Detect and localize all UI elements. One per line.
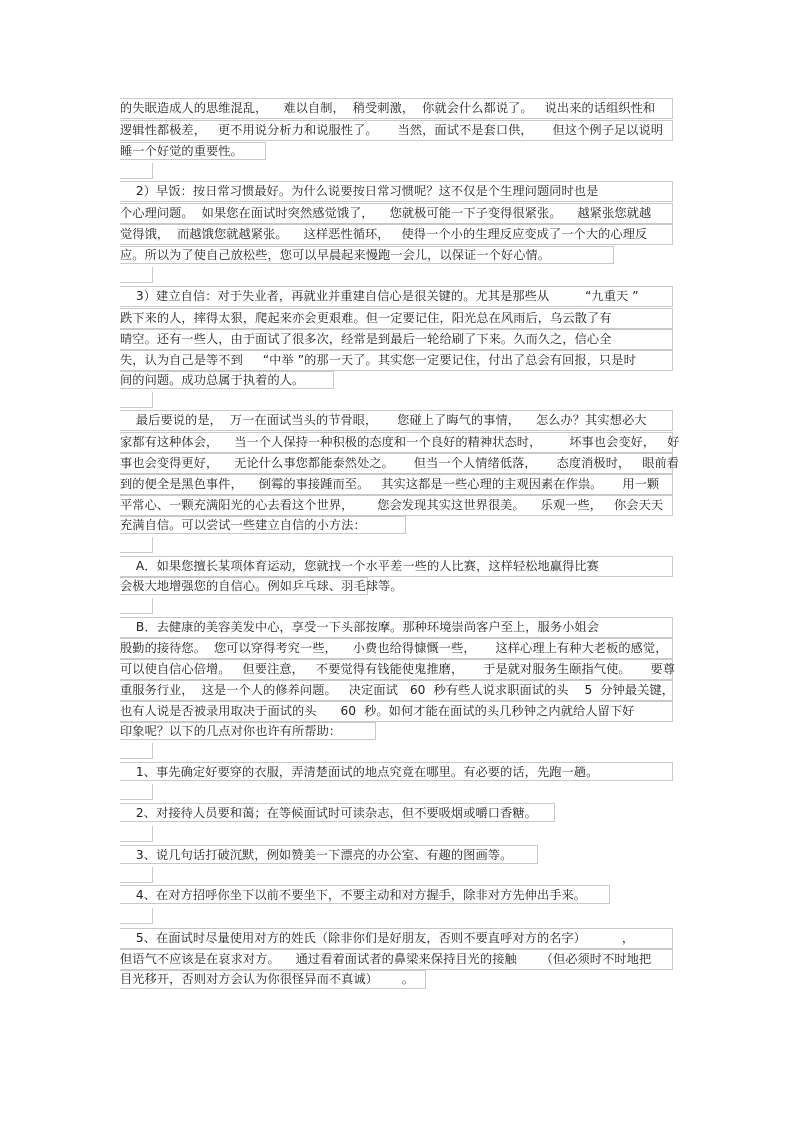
- paragraph-3-line-2: 跌下来的人，摔得太狠，爬起来亦会更艰难。但一定要记住，阳光总在风雨后，乌云散了有: [120, 311, 612, 325]
- paragraph-3-line-1: 3）建立自信：对于失业者，再就业并重建自信心是很关键的。尤其是那些从 “九重天 ”: [120, 289, 639, 303]
- paragraph-4-line-6: 充满自信。可以尝试一些建立自信的小方法：: [120, 518, 366, 532]
- blank-line-marker: [120, 908, 153, 924]
- blank-line-marker: [120, 598, 153, 614]
- paragraph-1-line-3: 睡一个好觉的重要性。: [120, 144, 243, 158]
- paragraph-2-line-4: 应。所以为了使自己放松些，您可以早晨起来慢跑一会儿，以保证一个好心情。: [120, 248, 551, 262]
- blank-line-marker: [120, 267, 153, 283]
- paragraph-3-line-4: 失，认为自己是等不到 “中举 ”的那一天了。其实您一定要记住，付出了总会有回报，只是时: [120, 353, 636, 367]
- paragraph-b-line-4: 重服务行业， 这是一个人的修养问题。 决定面试 60 秒有些人说求职面试的头 5 分钟最关键，: [120, 683, 675, 697]
- blank-line-marker: [120, 867, 153, 883]
- paragraph-2-line-3: 觉得饿， 而越饿您就越紧张。 这样恶性循环， 使得一个小的生理反应变成了一个大的心理反: [120, 227, 648, 241]
- blank-line-marker: [120, 826, 153, 842]
- item-2-text: 2、对接待人员要和蔼；在等候面试时可读杂志，但不要吸烟或嚼口香糖。: [120, 806, 537, 820]
- paragraph-2-line-1: 2）早饭：按日常习惯最好。为什么说要按日常习惯呢？这不仅是个生理问题同时也是: [120, 184, 599, 198]
- paragraph-2-line-2: 个心理问题。 如果您在面试时突然感觉饿了， 您就极可能一下子变得很紧张。 越紧张您就越: [120, 206, 652, 220]
- paragraph-b-line-3: 可以使自信心倍增。 但要注意， 不要觉得有钱能使鬼推磨， 于是就对服务生颐指气使。 要尊: [120, 662, 676, 676]
- paragraph-4-line-4: 到的便全是黑色事件， 倒霉的事接踵而至。 其实这都是一些心理的主观因素在作祟。 用一颗: [120, 477, 660, 491]
- item-3-text: 3、说几句话打破沉默，例如赞美一下漂亮的办公室、有趣的图画等。: [120, 848, 513, 862]
- blank-line-marker: [120, 392, 153, 408]
- item-5-line-3: 目光移开，否则对方会认为你很怪异而不真诚） 。: [120, 972, 415, 986]
- paragraph-b-line-5: 也有人说是否被录用取决于面试的头 60 秒。如何才能在面试的头几秒钟之内就给人留下好: [120, 704, 635, 718]
- blank-line-marker: [120, 743, 153, 759]
- paragraph-4-line-2: 家都有这种体会， 当一个人保持一种积极的态度和一个良好的精神状态时， 坏事也会变好， 好: [120, 435, 680, 449]
- paragraph-4-line-3: 事也会变得更好， 无论什么事您都能泰然处之。 但当一个人情绪低落， 态度消极时， 眼前看: [120, 456, 680, 470]
- paragraph-a-line-2: 会极大地增强您的自信心。例如乒乓球、羽毛球等。: [120, 579, 403, 593]
- paragraph-3-line-5: 间的问题。成功总属于执着的人。: [120, 373, 305, 387]
- item-1-text: 1、事先确定好要穿的衣服，弄清楚面试的地点究竟在哪里。有必要的话，先跑一趟。: [120, 765, 599, 779]
- paragraph-3-line-3: 晴空。还有一些人，由于面试了很多次，经常是到最后一轮给刷了下来。久而久之，信心全: [120, 332, 612, 346]
- blank-line-marker: [120, 163, 153, 179]
- paragraph-4-line-1: 最后要说的是， 万一在面试当头的节骨眼， 您碰上了晦气的事情， 怎么办？其实想必大: [120, 413, 647, 427]
- item-5-line-1: 5、在面试时尽量使用对方的姓氏（除非你们是好朋友，否则不要直呼对方的名字） ，: [120, 931, 635, 945]
- paragraph-1-line-2: 逻辑性都极差， 更不用说分析力和说服性了。 当然，面试不是套口供， 但这个例子足以说明: [120, 123, 664, 137]
- paragraph-b-line-1: B．去健康的美容美发中心，享受一下头部按摩。那种环境崇尚客户至上，服务小姐会: [120, 620, 599, 634]
- paragraph-1-line-1: 的失眠造成人的思维混乱， 难以自制， 稍受刺激， 你就会什么都说了。 说出来的话组织性和: [120, 101, 656, 115]
- paragraph-b-line-2: 殷勤的接待您。 您可以穿得考究一些， 小费也给得慷慨一些， 这样心理上有种大老板的感觉，: [120, 641, 668, 655]
- blank-line-marker: [120, 784, 153, 800]
- paragraph-4-line-5: 平常心、一颗充满阳光的心去看这个世界， 您会发现其实这世界很美。 乐观一些， 你会天天: [120, 498, 664, 512]
- item-4-text: 4、在对方招呼你坐下以前不要坐下，不要主动和对方握手，除非对方先伸出手来。: [120, 888, 587, 902]
- blank-line-marker: [120, 537, 153, 553]
- paragraph-b-line-6: 印象呢？以下的几点对你也许有所帮助：: [120, 724, 342, 738]
- item-5-line-2: 但语气不应该是在哀求对方。 通过看着面试者的鼻梁来保持目光的接触 （但必须时不时地把: [120, 952, 652, 966]
- paragraph-a-line-1: A．如果您擅长某项体育运动，您就找一个水平差一些的人比赛，这样轻松地赢得比赛: [120, 559, 599, 573]
